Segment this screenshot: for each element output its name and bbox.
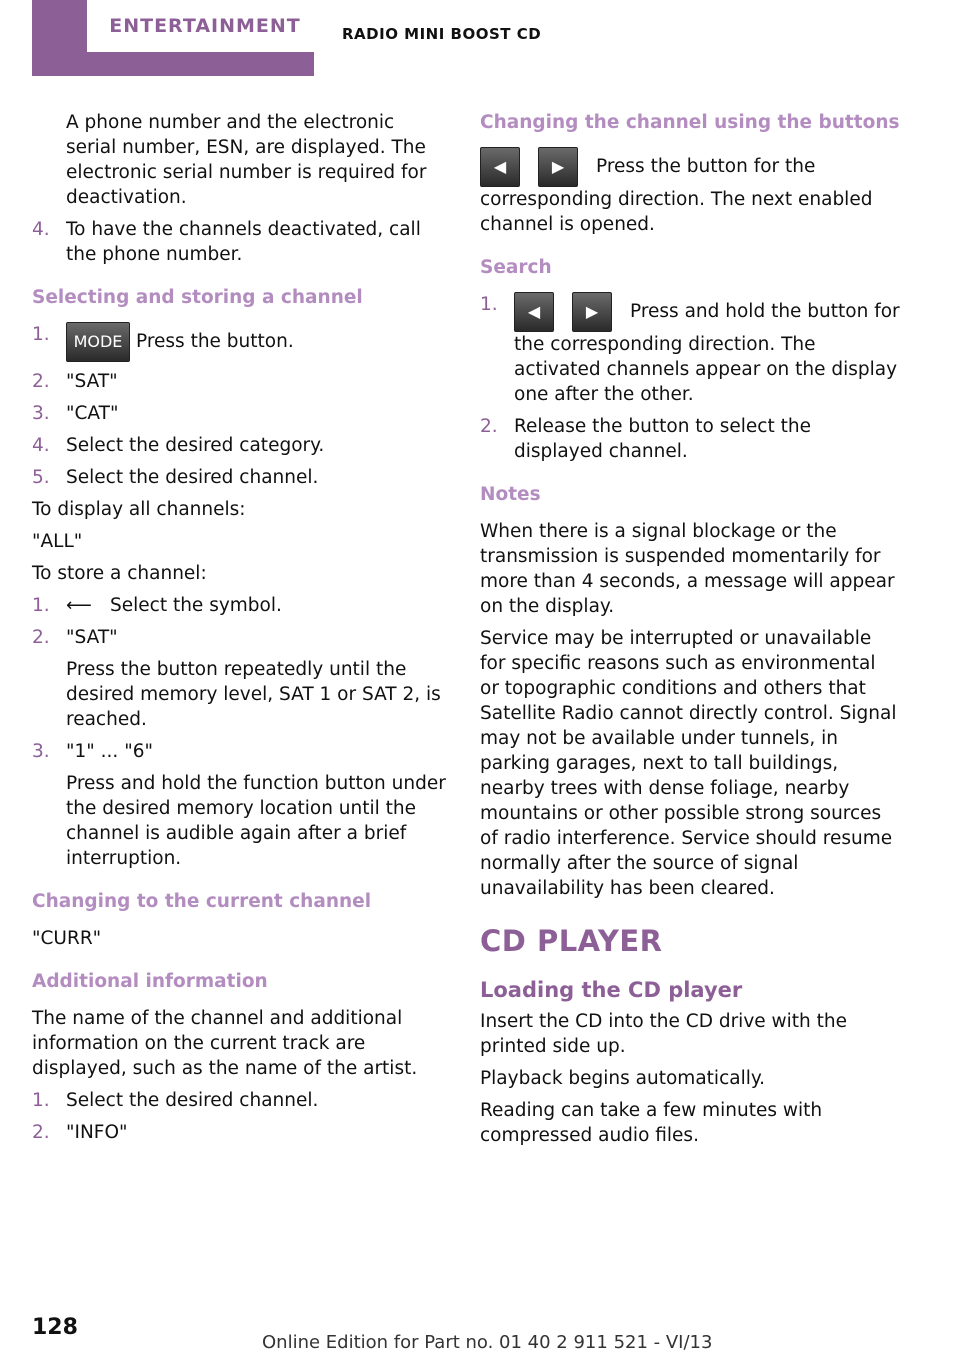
notes-text-1: When there is a signal blockage or the transmission is suspended momentarily for more than 4 seconds, a message will appear on the display.	[480, 521, 895, 617]
arrow-right-icon: ▶	[572, 292, 612, 332]
chapter-tab	[32, 0, 314, 76]
buttons-text: ◀ ▶ Press the button for the corresponding direction. The next enabled channel is opened.	[480, 147, 900, 237]
heading-changing-buttons: Changing the channel using the buttons	[480, 112, 900, 133]
list-item: 1. Select the desired channel.	[32, 1090, 319, 1111]
step-detail: Press and hold the function button under the desired memory location until the channel is audible again after a brief interruption.	[66, 773, 446, 869]
list-item: 2. "SAT" Press the button repeatedly until the desired memory level, SAT 1 or SAT 2, is reached.	[32, 625, 446, 732]
curr-text: "CURR"	[32, 928, 102, 949]
list-item: 3. "1" ... "6" Press and hold the function button under the desired memory location until the channel is audible again after a brief interruption.	[32, 741, 446, 869]
load-text-2: Playback begins automatically.	[480, 1068, 766, 1089]
load-text-1: Insert the CD into the CD drive with the printed side up.	[480, 1011, 848, 1057]
display-all-text: To display all channels:	[32, 499, 246, 520]
all-text: "ALL"	[32, 531, 83, 552]
deactivation-steps	[32, 217, 446, 267]
step-detail: Press the button repeatedly until the desired memory level, SAT 1 or SAT 2, is reached.	[66, 659, 441, 730]
heading-cd-player: CD PLAYER	[480, 924, 663, 958]
right-column	[480, 110, 900, 1155]
heading-additional-info: Additional information	[32, 971, 268, 992]
additional-text: The name of the channel and additional information on the current track are displayed, such as the name of the artist.	[32, 1008, 418, 1079]
mode-button-icon: MODE	[66, 322, 130, 362]
list-item: 2. Release the button to select the displayed channel.	[480, 416, 811, 462]
arrow-left-icon: ◀	[480, 147, 520, 187]
list-item: 1. ◀ ▶ Press and hold the button for the corresponding direction. The activated channels appear on the display one after the other.	[480, 294, 900, 405]
list-item: 3. "CAT"	[32, 403, 119, 424]
list-item: 4. To have the channels deactivated, call the phone number.	[32, 219, 421, 265]
chapter-tab-label: ENTERTAINMENT	[87, 0, 323, 52]
list-item: 4. Select the desired category.	[32, 435, 325, 456]
list-item: 2. "INFO"	[32, 1122, 128, 1143]
notes-text-2: Service may be interrupted or unavailable for specific reasons such as environmental or topographic conditions and others that Satellite Radio cannot directly control. Signal may not be available under tunnels, in parking garages, next to tall buildings, nearby trees with dense foliage, nearby mountains or other possible strong sources of radio interference. Service should resume normally after the source of signal unavailability has been cleared.	[480, 628, 897, 899]
page-number: 128	[32, 1315, 78, 1340]
select-steps	[32, 322, 446, 490]
info-steps	[32, 1088, 446, 1145]
arrow-left-icon: ◀	[514, 292, 554, 332]
list-item: 1. MODE Press the button.	[32, 322, 446, 362]
section-title: RADIO MINI BOOST CD	[342, 25, 542, 43]
heading-loading-cd: Loading the CD player	[480, 978, 743, 1002]
heading-notes: Notes	[480, 484, 541, 505]
heading-current-channel: Changing to the current channel	[32, 891, 372, 912]
footer-edition: Online Edition for Part no. 01 40 2 911 521 - VI/13	[262, 1332, 713, 1353]
heading-search: Search	[480, 257, 552, 278]
back-arrow-icon: ⟵	[66, 595, 92, 616]
heading-selecting-storing: Selecting and storing a channel	[32, 287, 363, 308]
store-text: To store a channel:	[32, 563, 207, 584]
store-steps	[32, 593, 446, 871]
load-text-3: Reading can take a few minutes with compressed audio files.	[480, 1100, 823, 1146]
list-item: 5. Select the desired channel.	[32, 467, 319, 488]
intro-text: A phone number and the electronic serial number, ESN, are displayed. The electronic serial number is required for deactivation.	[66, 112, 427, 208]
left-column	[32, 110, 446, 1152]
list-item: 2. "SAT"	[32, 371, 118, 392]
search-steps	[480, 292, 900, 464]
arrow-right-icon: ▶	[538, 147, 578, 187]
list-item: 1. ⟵ Select the symbol.	[32, 595, 282, 616]
